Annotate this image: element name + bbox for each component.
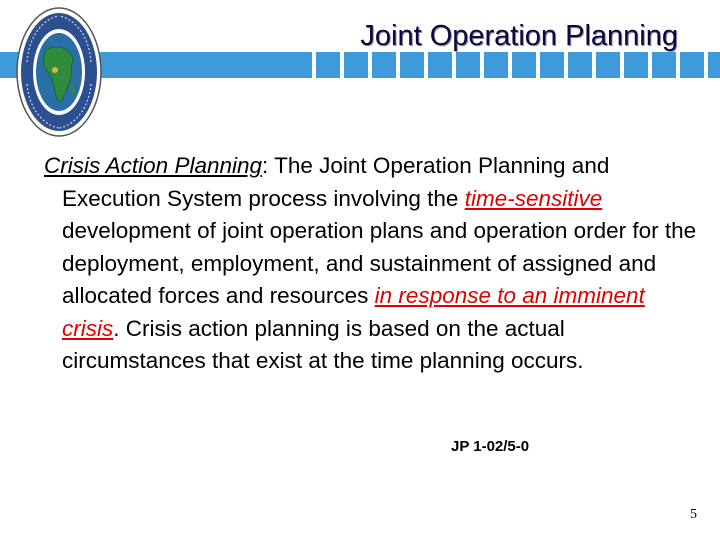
title-bar-segment xyxy=(568,52,592,78)
title-bar-segment xyxy=(484,52,508,78)
title-bar-segment xyxy=(708,52,720,78)
term-separator: : xyxy=(262,153,275,178)
title-bar-segment xyxy=(652,52,676,78)
title-bar-segment xyxy=(372,52,396,78)
title-bar-segment xyxy=(680,52,704,78)
title-bar-segment xyxy=(512,52,536,78)
title-bar-segment xyxy=(344,52,368,78)
highlight-imminent-crisis: in response to an imminent crisis xyxy=(62,283,645,341)
definition-text-2: development of joint operation plans and operation order for the deployment, employment, and sustainment of assigned and allocated forces and resources xyxy=(62,218,697,308)
title-bar-segment xyxy=(624,52,648,78)
title-bar-segment xyxy=(400,52,424,78)
title-bar-segment xyxy=(100,52,312,78)
title-bar-segment xyxy=(316,52,340,78)
doctrine-reference: JP 1-02/5-0 xyxy=(451,438,530,455)
title-bar-segment xyxy=(456,52,480,78)
defined-term: Crisis Action Planning xyxy=(44,153,263,178)
africom-seal-icon xyxy=(15,4,103,140)
title-bar-segment xyxy=(596,52,620,78)
title-bar-segment xyxy=(540,52,564,78)
definition-text-1: The Joint Operation Planning and Execution System process involving the xyxy=(62,153,610,211)
slide-title: Joint Operation Planning xyxy=(360,20,678,52)
highlight-time-sensitive: time-sensitive xyxy=(464,185,603,211)
definition-text-3: . Crisis action planning is based on the actual circumstances that exist at the time planning occurs. xyxy=(62,315,584,373)
definition-paragraph xyxy=(44,150,708,378)
page-number: 5 xyxy=(690,507,697,522)
title-bar xyxy=(0,52,720,78)
title-bar-segment xyxy=(428,52,452,78)
